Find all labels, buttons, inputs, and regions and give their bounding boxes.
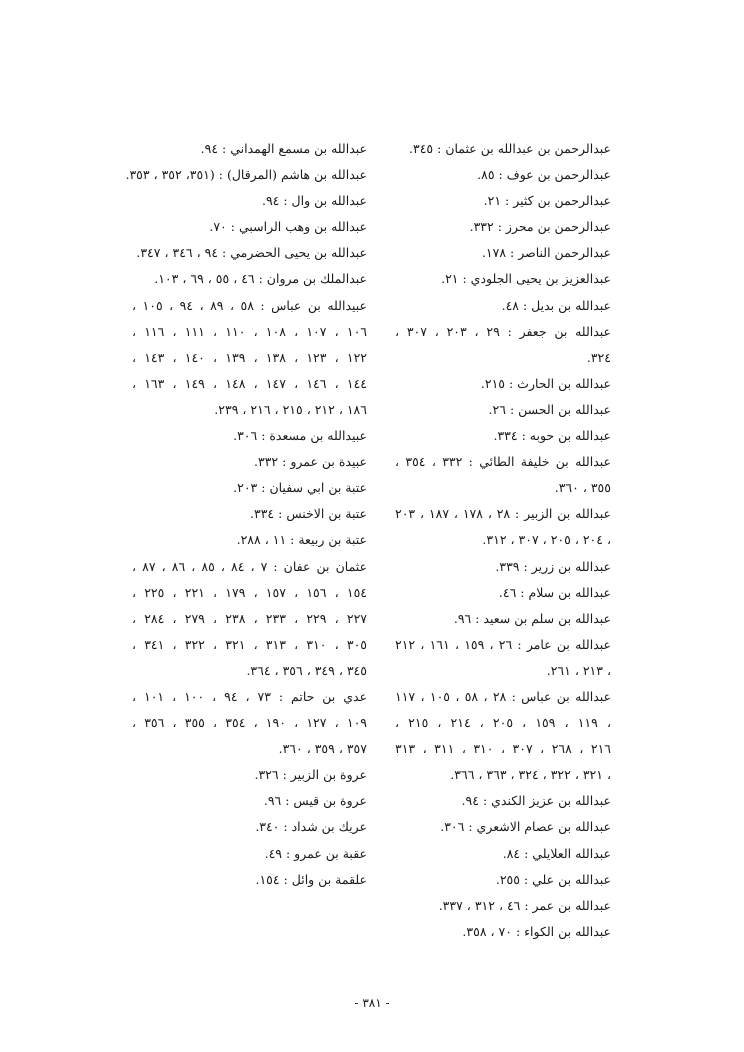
index-entry-line: علقمة بن وائل : ١٥٤. [255, 871, 367, 887]
index-entry-line: ٣٠٥ ، ٣١٠ ، ٣١٣ ، ٣٢١ ، ٣٢٢ ، ٣٤١ ، [132, 636, 368, 652]
index-entry-line: عثمان بن عفان : ٧ ، ٨٤ ، ٨٥ ، ٨٦ ، ٨٧ ، [132, 558, 368, 574]
page-number: - ٣٨١ - [354, 996, 390, 1010]
index-entry-line: عبدالملك بن مروان : ٤٦ ، ٥٥ ، ٦٩ ، ١٠٣. [154, 271, 367, 287]
index-entry-line: ١٠٦ ، ١٠٧ ، ١٠٨ ، ١١٠ ، ١١١ ، ١١٦ ، [132, 323, 368, 339]
index-entry-line: عروة بن الزبير : ٣٢٦. [254, 767, 367, 783]
index-entry-line: ٢١٦ ، ٢٦٨ ، ٣٠٧ ، ٣١٠ ، ٣١١ ، ٣١٣ [395, 741, 612, 757]
index-entry-line: ٣٤٥ ، ٣٤٩ ، ٣٥٦ ، ٣٦٤. [246, 662, 367, 678]
index-entry-line: عبدالله العلايلي : ٨٤. [502, 845, 611, 861]
index-column-left [125, 136, 368, 893]
index-entry-line: عبدالله بن سلام : ٤٦. [498, 584, 611, 600]
index-entry-line: ٣٢٤. [586, 349, 611, 365]
index-entry-line: عبدالله بن حوبه : ٣٣٤. [493, 428, 611, 444]
index-entry-line: عبدالله بن زرير : ٣٣٩. [495, 558, 611, 574]
index-entry-line: عبدالله بن وال : ٩٤. [261, 193, 367, 209]
index-entry-line: عبدالعزيز بن يحيى الجلودي : ٢١. [441, 271, 611, 287]
index-entry-line: ، ٢١٣ ، ٢٦١. [546, 662, 611, 678]
index-entry-line: عبدالله بن خليفة الطائي : ٣٣٢ ، ٣٥٤ ، [395, 454, 611, 470]
index-entry-line: عبدالله بن الحارث : ٢١٥. [480, 375, 611, 391]
index-entry-line: عروة بن قيس : ٩٦. [263, 793, 367, 809]
index-entry-line: عبدالرحمن بن عوف : ٨٥. [477, 167, 611, 183]
index-entry-line: ٣٥٥ ، ٣٦٠. [554, 480, 611, 496]
index-entry-line: عتبة بن الاخنس : ٣٣٤. [250, 506, 367, 522]
index-entry-line: عبدالله بن عمر : ٤٦ ، ٣١٢ ، ٣٣٧. [438, 897, 611, 913]
index-entry-line: عبدالله بن الحسن : ٢٦. [488, 401, 611, 417]
index-entry-line: عتبة بن ابي سفيان : ٢٠٣. [233, 480, 367, 496]
index-entry-line: ، ١١٩ ، ١٥٩ ، ٢٠٥ ، ٢١٤ ، ٢١٥ ، [395, 715, 611, 731]
index-entry-line: عبدالله بن الكواء : ٧٠ ، ٣٥٨. [462, 923, 611, 939]
index-entry-line: ١٢٢ ، ١٢٣ ، ١٣٨ ، ١٣٩ ، ١٤٠ ، ١٤٣ ، [132, 349, 368, 365]
index-entry-line: عبدالله بن عباس : ٢٨ ، ٥٨ ، ١٠٥ ، ١١٧ [395, 688, 612, 704]
index-entry-line: عبدالله بن علي : ٢٥٥. [495, 871, 611, 887]
index-entry-line: ٢٢٧ ، ٢٢٩ ، ٢٣٣ ، ٢٣٨ ، ٢٧٩ ، ٢٨٤ ، [132, 610, 368, 626]
index-entry-line: عبدالرحمن بن عبدالله بن عثمان : ٣٤٥. [409, 141, 611, 156]
index-entry-line: عبدالله بن وهب الراسبي : ٧٠. [209, 219, 367, 235]
index-entry-line: عقبة بن عمرو : ٤٩. [264, 845, 367, 861]
index-entry-line: ٣٥٧ ، ٣٥٩ ، ٣٦٠. [278, 741, 367, 757]
index-entry-line: عبدالرحمن بن كثير : ٢١. [483, 193, 611, 209]
index-entry-line: عبيدالله بن مسعدة : ٣٠٦. [233, 428, 367, 444]
index-entry-line: عبدالله بن بديل : ٤٨. [501, 297, 611, 313]
index-entry-line: عبدالله بن عصام الاشعري : ٣٠٦. [440, 819, 611, 835]
index-entry-line: ١٤٤ ، ١٤٦ ، ١٤٧ ، ١٤٨ ، ١٤٩ ، ١٦٣ ، [132, 375, 368, 391]
index-column-right [395, 136, 611, 945]
index-entry-line: ١٨٦ ، ٢١٢ ، ٢١٥ ، ٢١٦ ، ٢٣٩. [214, 401, 367, 417]
index-entry-line: عبدالرحمن الناصر : ١٧٨. [481, 245, 611, 261]
index-entry-line: عبدالرحمن بن محرز : ٣٣٢. [469, 219, 611, 235]
index-entry-line: ، ٣٢١ ، ٣٢٢ ، ٣٢٤ ، ٣٦٣ ، ٣٦٦. [450, 767, 611, 783]
index-entry-line: عدي بن حاتم : ٧٣ ، ٩٤ ، ١٠٠ ، ١٠١ ، [132, 688, 368, 704]
index-entry-line: عبدالله بن عزيز الكندي : ٩٤. [461, 793, 611, 809]
index-entry-line: عبدالله بن عامر : ٢٦ ، ١٥٩ ، ١٦١ ، ٢١٢ [395, 636, 611, 652]
index-entry-line: عبدالله بن سلم بن سعيد : ٩٦. [453, 610, 611, 626]
index-entry-line: عبدالله بن يحيى الحضرمي : ٩٤ ، ٣٤٦ ، ٣٤٧. [136, 245, 367, 261]
index-entry-line: عبيدالله بن عباس : ٥٨ ، ٨٩ ، ٩٤ ، ١٠٥ ، [132, 297, 368, 313]
index-entry-line: ١٥٤ ، ١٥٦ ، ١٥٧ ، ١٧٩ ، ٢٢١ ، ٢٢٥ ، [132, 584, 368, 600]
index-entry-line: ١٠٩ ، ١٢٧ ، ١٩٠ ، ٣٥٤ ، ٣٥٥ ، ٣٥٦ ، [132, 715, 368, 731]
index-entry-line: عبدالله بن جعفر : ٢٩ ، ٢٠٣ ، ٣٠٧ ، [395, 323, 612, 339]
index-entry-line: عبدالله بن الزبير : ٢٨ ، ١٧٨ ، ١٨٧ ، ٢٠٣ [395, 506, 612, 522]
index-entry-line: عبيدة بن عمرو : ٣٣٢. [254, 454, 367, 470]
index-entry-line: عبدالله بن مسمع الهمداني : ٩٤. [200, 141, 367, 156]
index-entry-line: عتبة بن ربيعة : ١١ ، ٢٨٨. [236, 532, 367, 548]
index-entry-line: ، ٢٠٤ ، ٢٠٥ ، ٣٠٧ ، ٣١٢. [482, 532, 611, 548]
index-entry-line: عريك بن شداد : ٣٤٠. [255, 819, 367, 835]
index-entry-line: عبدالله بن هاشم (المرقال) : (٣٥١، ٣٥٢ ، ٣٥٣. [125, 167, 367, 183]
